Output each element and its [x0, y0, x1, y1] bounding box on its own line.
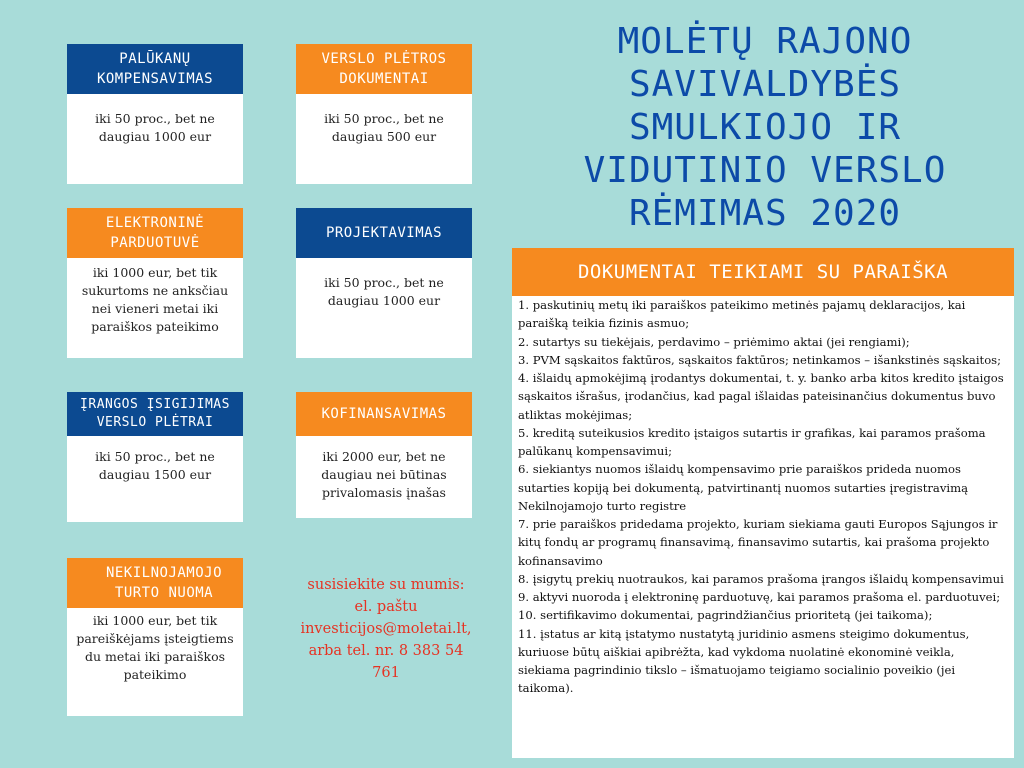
card-text: iki 1000 eur, bet tik sukurtoms ne anksčiau nei vieneri metai iki paraiškos pateikimo [81, 265, 229, 334]
card-heading: PROJEKTAVIMAS [296, 208, 472, 258]
list-item: 10. sertifikavimo dokumentai, pagrindžiančius prioritetą (jei taikoma); [518, 608, 933, 623]
contact-line: el. paštu [354, 599, 418, 615]
card-heading: PALŪKANŲ KOMPENSAVIMAS [67, 44, 243, 94]
list-item: 8. įsigytų prekių nuotraukos, kai paramos prašoma įrangos išlaidų kompensavimui [518, 571, 1004, 586]
card-heading: NEKILNOJAMOJO TURTO NUOMA [67, 558, 243, 608]
docs-header: DOKUMENTAI TEIKIAMI SU PARAIŠKA [512, 248, 1014, 296]
list-item: 7. prie paraiškos pridedama projekto, kuriam siekiama gauti Europos Sąjungos ir kitų fondų ar programų finansavimą, finansavimo sutartis, kai prašoma projekto kofinansavimo [518, 517, 998, 568]
page-title: MOLĖTŲ RAJONO SAVIVALDYBĖS SMULKIOJO IR VIDUTINIO VERSLO RĖMIMAS 2020 [583, 21, 947, 234]
card-heading: KOFINANSAVIMAS [296, 392, 472, 436]
card-heading: VERSLO PLĖTROS DOKUMENTAI [296, 44, 472, 94]
list-item: 5. kreditą suteikusios kredito įstaigos sutartis ir grafikas, kai paramos prašoma palūkanų kompensavimui; [518, 425, 986, 458]
list-item: 11. įstatus ar kitą įstatymo nustatytą juridinio asmens steigimo dokumentus, kuriuose būtų aiškiai apibrėžta, kad vykdoma nuolatinė ekonominė veikla, siekiama pagrindinio tikslo – išmatuojamo teigiamo socialinio poveikio (jei taikoma). [518, 626, 970, 696]
card-text: iki 50 proc., bet ne daugiau 1500 eur [95, 449, 215, 482]
contact-phone-end: 761 [372, 665, 400, 681]
list-item: 3. PVM sąskaitos faktūros, sąskaitos faktūros; netinkamos – išankstinės sąskaitos; [518, 352, 1002, 367]
contact-line: susisiekite su mumis: [307, 577, 465, 593]
list-item: 9. aktyvi nuoroda į elektroninę parduotuvę, kai paramos prašoma el. parduotuvei; [518, 590, 1001, 604]
contact-phone: arba tel. nr. 8 383 54 [308, 643, 464, 659]
card-cofinancing [296, 392, 472, 518]
card-design [296, 208, 472, 358]
card-text: iki 2000 eur, bet ne daugiau nei būtinas privalomasis įnašas [321, 449, 447, 500]
card-heading: ĮRANGOS ĮSIGIJIMAS VERSLO PLĖTRAI [67, 392, 243, 436]
list-item: 4. išlaidų apmokėjimą įrodantys dokumentai, t. y. banko arba kitos kredito įstaigos sąskaitos išrašus, įrodančius, kad pagal išlaidas pateisinančius dokumentus buvo atliktas mokėjimas; [518, 371, 1004, 422]
card-e-shop [67, 208, 243, 358]
contact-email: investicijos@moletai.lt, [300, 621, 472, 637]
list-item: 6. siekiantys nuomos išlaidų kompensavimo prie paraiškos prideda nuomos sutarties kopiją bei dokumentą, patvirtinantį nuomos sutarties įregistravimą Nekilnojamojo turto registre [518, 462, 968, 513]
docs-list [512, 296, 1014, 758]
card-text: iki 50 proc., bet ne daugiau 500 eur [324, 111, 444, 144]
card-business-documents [296, 44, 472, 184]
contact-info [288, 574, 484, 684]
list-item: 1. paskutinių metų iki paraiškos pateikimo metinės pajamų deklaracijos, kai paraišką teikia fizinis asmuo; [518, 298, 966, 331]
card-text: iki 50 proc., bet ne daugiau 1000 eur [95, 111, 215, 144]
card-heading: ELEKTRONINĖ PARDUOTUVĖ [67, 208, 243, 258]
card-real-estate-rent [67, 558, 243, 716]
card-text: iki 1000 eur, bet tik pareiškėjams įsteigtiems du metai iki paraiškos pateikimo [76, 613, 234, 682]
card-text: iki 50 proc., bet ne daugiau 1000 eur [324, 275, 444, 308]
card-interest-compensation [67, 44, 243, 184]
list-item: 2. sutartys su tiekėjais, perdavimo – priėmimo aktai (jei rengiami); [518, 334, 910, 349]
card-equipment [67, 392, 243, 522]
